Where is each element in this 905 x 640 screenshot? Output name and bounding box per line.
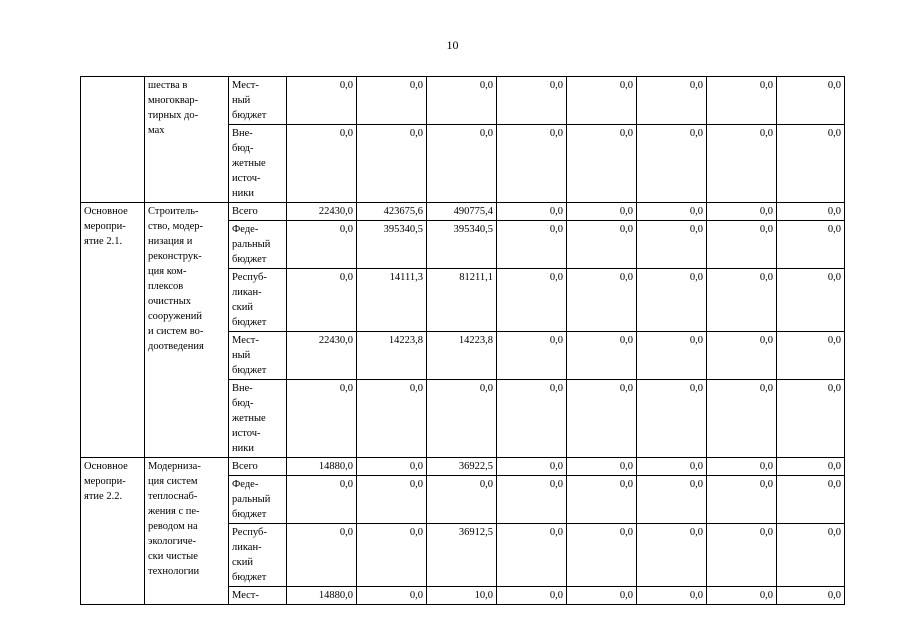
funding-source-cell: Мест- bbox=[229, 587, 287, 605]
value-cell: 0,0 bbox=[567, 380, 637, 458]
funding-source-cell: Респуб- ликан- ский бюджет bbox=[229, 269, 287, 332]
value-cell: 14880,0 bbox=[287, 587, 357, 605]
value-cell: 490775,4 bbox=[427, 203, 497, 221]
value-cell: 0,0 bbox=[707, 221, 777, 269]
value-cell: 36922,5 bbox=[427, 458, 497, 476]
value-cell: 0,0 bbox=[707, 476, 777, 524]
value-cell: 0,0 bbox=[567, 524, 637, 587]
value-cell: 0,0 bbox=[707, 203, 777, 221]
value-cell: 0,0 bbox=[777, 458, 845, 476]
value-cell: 0,0 bbox=[637, 524, 707, 587]
value-cell: 0,0 bbox=[707, 125, 777, 203]
activity-cell: Основное меропри- ятие 2.2. bbox=[81, 458, 145, 605]
description-cell: Строитель- ство, модер- низация и реконструк- ция ком- плексов очистных сооружений и систем во- доотведения bbox=[145, 203, 229, 458]
funding-source-cell: Вне- бюд- жетные источ- ники bbox=[229, 380, 287, 458]
value-cell: 0,0 bbox=[637, 77, 707, 125]
value-cell: 0,0 bbox=[567, 269, 637, 332]
value-cell: 0,0 bbox=[637, 458, 707, 476]
table-body bbox=[81, 77, 845, 605]
funding-source-cell: Вне- бюд- жетные источ- ники bbox=[229, 125, 287, 203]
value-cell: 0,0 bbox=[497, 221, 567, 269]
value-cell: 0,0 bbox=[637, 269, 707, 332]
value-cell: 0,0 bbox=[497, 269, 567, 332]
value-cell: 0,0 bbox=[567, 221, 637, 269]
value-cell: 0,0 bbox=[497, 332, 567, 380]
activity-cell bbox=[81, 77, 145, 203]
value-cell: 14223,8 bbox=[357, 332, 427, 380]
value-cell: 0,0 bbox=[497, 458, 567, 476]
value-cell: 0,0 bbox=[287, 380, 357, 458]
value-cell: 0,0 bbox=[497, 125, 567, 203]
budget-table bbox=[80, 76, 845, 605]
table-row bbox=[81, 77, 845, 125]
value-cell: 14111,3 bbox=[357, 269, 427, 332]
description-cell: Модерниза- ция систем теплоснаб- жения с пе- реводом на экологиче- ски чистые технологии bbox=[145, 458, 229, 605]
value-cell: 10,0 bbox=[427, 587, 497, 605]
page-number: 10 bbox=[446, 38, 459, 52]
value-cell: 0,0 bbox=[777, 476, 845, 524]
value-cell: 0,0 bbox=[357, 458, 427, 476]
value-cell: 0,0 bbox=[497, 380, 567, 458]
value-cell: 0,0 bbox=[287, 476, 357, 524]
value-cell: 0,0 bbox=[287, 77, 357, 125]
value-cell: 36912,5 bbox=[427, 524, 497, 587]
value-cell: 14880,0 bbox=[287, 458, 357, 476]
value-cell: 0,0 bbox=[777, 77, 845, 125]
value-cell: 0,0 bbox=[287, 269, 357, 332]
value-cell: 0,0 bbox=[357, 77, 427, 125]
value-cell: 0,0 bbox=[777, 380, 845, 458]
value-cell: 0,0 bbox=[567, 332, 637, 380]
value-cell: 81211,1 bbox=[427, 269, 497, 332]
value-cell: 14223,8 bbox=[427, 332, 497, 380]
table-row bbox=[81, 203, 845, 221]
value-cell: 0,0 bbox=[427, 125, 497, 203]
value-cell: 0,0 bbox=[637, 125, 707, 203]
value-cell: 395340,5 bbox=[357, 221, 427, 269]
value-cell: 22430,0 bbox=[287, 203, 357, 221]
value-cell: 0,0 bbox=[777, 125, 845, 203]
value-cell: 0,0 bbox=[357, 476, 427, 524]
value-cell: 0,0 bbox=[777, 587, 845, 605]
value-cell: 0,0 bbox=[427, 77, 497, 125]
value-cell: 0,0 bbox=[287, 221, 357, 269]
value-cell: 0,0 bbox=[707, 587, 777, 605]
value-cell: 0,0 bbox=[567, 125, 637, 203]
funding-source-cell: Всего bbox=[229, 203, 287, 221]
value-cell: 0,0 bbox=[637, 380, 707, 458]
value-cell: 0,0 bbox=[707, 524, 777, 587]
description-cell: шества в многоквар- тирных до- мах bbox=[145, 77, 229, 203]
value-cell: 0,0 bbox=[357, 587, 427, 605]
table-row bbox=[81, 458, 845, 476]
funding-source-cell: Всего bbox=[229, 458, 287, 476]
value-cell: 395340,5 bbox=[427, 221, 497, 269]
value-cell: 0,0 bbox=[777, 221, 845, 269]
value-cell: 0,0 bbox=[707, 332, 777, 380]
value-cell: 0,0 bbox=[707, 380, 777, 458]
funding-source-cell: Мест- ный бюджет bbox=[229, 332, 287, 380]
value-cell: 0,0 bbox=[707, 458, 777, 476]
funding-source-cell: Феде- ральный бюджет bbox=[229, 476, 287, 524]
value-cell: 0,0 bbox=[567, 476, 637, 524]
funding-source-cell: Мест- ный бюджет bbox=[229, 77, 287, 125]
value-cell: 0,0 bbox=[777, 332, 845, 380]
value-cell: 0,0 bbox=[707, 269, 777, 332]
value-cell: 0,0 bbox=[357, 125, 427, 203]
value-cell: 0,0 bbox=[497, 524, 567, 587]
value-cell: 0,0 bbox=[777, 203, 845, 221]
value-cell: 0,0 bbox=[287, 125, 357, 203]
value-cell: 0,0 bbox=[567, 587, 637, 605]
value-cell: 423675,6 bbox=[357, 203, 427, 221]
value-cell: 0,0 bbox=[637, 332, 707, 380]
value-cell: 0,0 bbox=[637, 476, 707, 524]
value-cell: 0,0 bbox=[637, 587, 707, 605]
value-cell: 0,0 bbox=[567, 77, 637, 125]
value-cell: 0,0 bbox=[777, 269, 845, 332]
value-cell: 0,0 bbox=[497, 587, 567, 605]
value-cell: 0,0 bbox=[427, 476, 497, 524]
value-cell: 0,0 bbox=[497, 77, 567, 125]
value-cell: 0,0 bbox=[287, 524, 357, 587]
value-cell: 0,0 bbox=[777, 524, 845, 587]
value-cell: 0,0 bbox=[707, 77, 777, 125]
value-cell: 0,0 bbox=[637, 203, 707, 221]
value-cell: 0,0 bbox=[567, 203, 637, 221]
value-cell: 0,0 bbox=[567, 458, 637, 476]
value-cell: 0,0 bbox=[637, 221, 707, 269]
funding-source-cell: Феде- ральный бюджет bbox=[229, 221, 287, 269]
activity-cell: Основное меропри- ятие 2.1. bbox=[81, 203, 145, 458]
value-cell: 22430,0 bbox=[287, 332, 357, 380]
value-cell: 0,0 bbox=[357, 524, 427, 587]
value-cell: 0,0 bbox=[427, 380, 497, 458]
value-cell: 0,0 bbox=[497, 203, 567, 221]
value-cell: 0,0 bbox=[497, 476, 567, 524]
value-cell: 0,0 bbox=[357, 380, 427, 458]
funding-source-cell: Респуб- ликан- ский бюджет bbox=[229, 524, 287, 587]
